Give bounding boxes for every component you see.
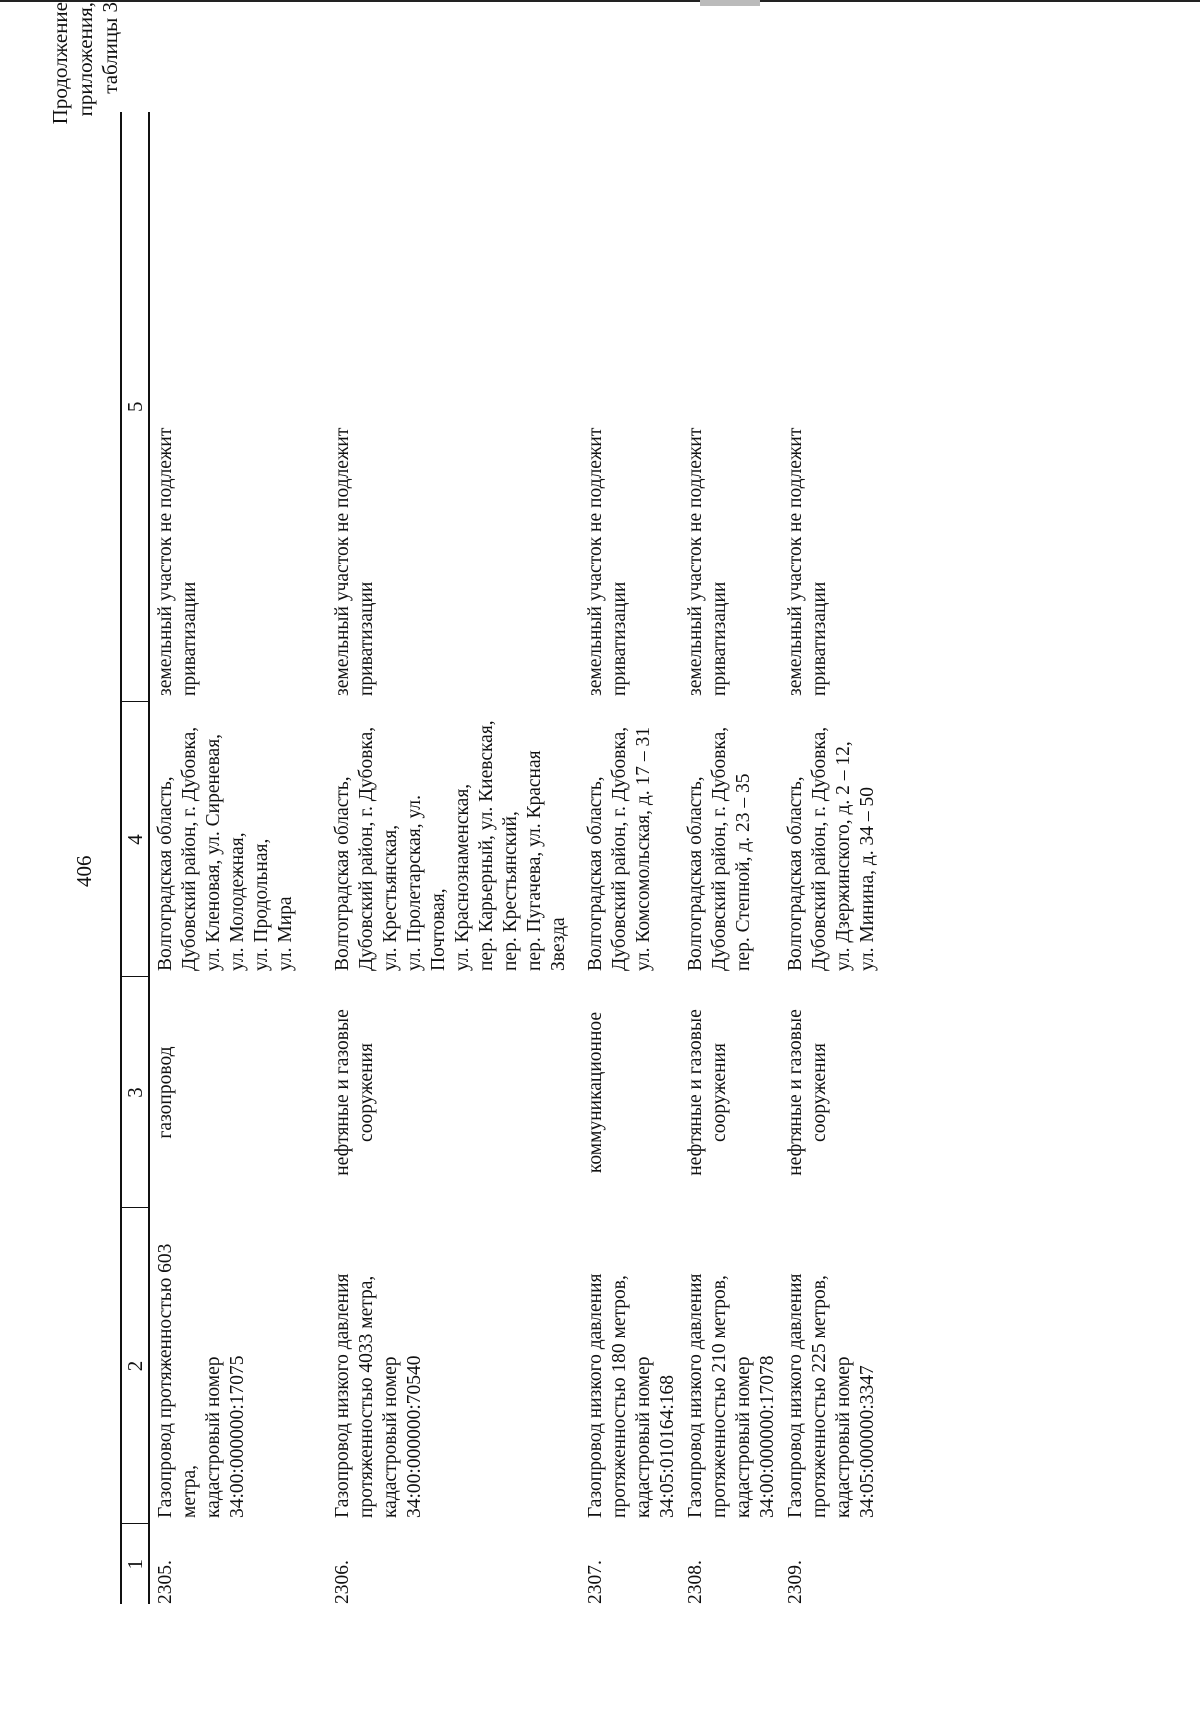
privatization-note-line: приватизации [179, 581, 200, 696]
object-name-line: кадастровый номер 34:05:010164:168 [633, 1356, 678, 1518]
object-address-line: ул. Комсомольская, д. 17 – 31 [633, 727, 654, 971]
row-number [327, 1524, 580, 1604]
object-name [149, 1208, 327, 1524]
object-name-line: протяженностью 180 метров, [609, 1275, 630, 1518]
object-address-line: ул. Продольная, [251, 838, 272, 971]
header-row [121, 112, 149, 1604]
object-name-line: Газопровод низкого давления [785, 1273, 806, 1518]
object-address-line: Звезда [548, 917, 569, 971]
privatization-note-line: приватизации [809, 581, 830, 696]
object-address-line: Дубовский район, г. Дубовка, [609, 726, 630, 971]
object-address-line: ул. Пролетарская, ул. Почтовая, [404, 795, 449, 971]
object-name-line: Газопровод низкого давления [585, 1273, 606, 1518]
object-address-line: Дубовский район, г. Дубовка, [709, 726, 730, 971]
table-body [149, 112, 890, 1604]
continuation-note [48, 2, 123, 202]
row-number-line: 2309. [785, 1560, 806, 1604]
object-address [149, 702, 327, 977]
object-type-line: нефтяные и газовые [785, 1009, 806, 1176]
object-type-line: нефтяные и газовые [332, 1009, 353, 1176]
row-number-line: 2308. [685, 1560, 706, 1604]
object-address [680, 702, 780, 977]
row-number-line: 2305. [155, 1560, 176, 1604]
continuation-line-1: Продолжение приложения, [48, 2, 97, 125]
privatization-note [780, 112, 890, 702]
privatization-note [680, 112, 780, 702]
privatization-note [327, 112, 580, 702]
privatization-note-line: земельный участок не подлежит [332, 427, 353, 696]
object-address-line: ул. Краснознаменская, [452, 783, 473, 971]
object-name-line: протяженностью 210 метров, [709, 1275, 730, 1518]
object-type-line: сооружения [709, 1043, 730, 1142]
object-address-line: ул. Мира [275, 896, 296, 971]
object-address-line: Волгоградская область, [332, 776, 353, 971]
object-name-line: Газопровод низкого давления [332, 1273, 353, 1518]
object-type [680, 977, 780, 1208]
page-number: 406 [72, 855, 96, 887]
object-address-line: Дубовский район, г. Дубовка, [179, 726, 200, 971]
object-address-line: Дубовский район, г. Дубовка, [809, 726, 830, 971]
object-type-line: коммуникационное [585, 1011, 606, 1174]
object-name-line: кадастровый номер 34:00:000000:17078 [733, 1355, 778, 1518]
object-address-line: ул. Крестьянская, [380, 824, 401, 971]
object-address-line: ул. Кленовая, ул. Сиреневая, [203, 733, 224, 971]
object-name-line: кадастровый номер 34:00:000000:17075 [203, 1355, 248, 1518]
column-header-3: 3 [121, 977, 149, 1208]
privatization-note-line: приватизации [356, 581, 377, 696]
privatization-note-line: земельный участок не подлежит [585, 427, 606, 696]
table-row [780, 112, 890, 1604]
object-address-line: Волгоградская область, [785, 776, 806, 971]
continuation-line-2: таблицы 3 [98, 2, 122, 94]
privatization-note-line: земельный участок не подлежит [785, 427, 806, 696]
object-type-line: газопровод [155, 1046, 176, 1139]
object-type [149, 977, 327, 1208]
object-address-line: Дубовский район, г. Дубовка, [356, 726, 377, 971]
object-name-line: протяженностью 225 метров, [809, 1275, 830, 1518]
object-address-line: ул. Дзержинского, д. 2 – 12, [833, 741, 854, 971]
object-address-line: пер. Крестьянский, [500, 811, 521, 971]
object-address-line: пер. Степной, д. 23 – 35 [733, 773, 754, 971]
row-number [680, 1524, 780, 1604]
object-address-line: Волгоградская область, [155, 776, 176, 971]
object-name [580, 1208, 680, 1524]
object-address-line: Волгоградская область, [585, 776, 606, 971]
column-header-2: 2 [121, 1208, 149, 1524]
object-address-line: пер. Карьерный, ул. Киевская, [476, 720, 497, 971]
row-number [580, 1524, 680, 1604]
privatization-note-line: приватизации [609, 581, 630, 696]
privatization-note [580, 112, 680, 702]
object-address-line: ул. Минина, д. 34 – 50 [857, 786, 878, 971]
object-name [327, 1208, 580, 1524]
privatization-note-line: земельный участок не подлежит [155, 427, 176, 696]
object-type-line: сооружения [809, 1043, 830, 1142]
column-header-5: 5 [121, 112, 149, 702]
object-name [680, 1208, 780, 1524]
object-address [780, 702, 890, 977]
object-name-line: кадастровый номер 34:00:000000:70540 [380, 1355, 425, 1518]
object-type [580, 977, 680, 1208]
object-name-line: Газопровод протяженностью 603 метра, [155, 1243, 200, 1518]
column-header-4: 4 [121, 702, 149, 977]
object-name-line: протяженностью 4033 метра, [356, 1275, 377, 1518]
object-name [780, 1208, 890, 1524]
column-header-1: 1 [121, 1524, 149, 1604]
privatization-note-line: земельный участок не подлежит [685, 427, 706, 696]
object-address [580, 702, 680, 977]
row-number-line: 2307. [585, 1560, 606, 1604]
object-name-line: кадастровый номер 34:05:000000:3347 [833, 1356, 878, 1518]
object-address-line: Волгоградская область, [685, 776, 706, 971]
object-address [327, 702, 580, 977]
object-address-line: пер. Пугачева, ул. Красная [524, 750, 545, 971]
table-row [580, 112, 680, 1604]
object-name-line: Газопровод низкого давления [685, 1273, 706, 1518]
privatization-note-line: приватизации [709, 581, 730, 696]
row-number-line: 2306. [332, 1560, 353, 1604]
object-type [327, 977, 580, 1208]
object-type [780, 977, 890, 1208]
property-table [120, 112, 890, 1604]
table-row [680, 112, 780, 1604]
table-row [149, 112, 327, 1604]
privatization-note [149, 112, 327, 702]
object-type-line: сооружения [356, 1043, 377, 1142]
object-address-line: ул. Молодежная, [227, 832, 248, 971]
row-number [149, 1524, 327, 1604]
object-type-line: нефтяные и газовые [685, 1009, 706, 1176]
row-number [780, 1524, 890, 1604]
table-row [327, 112, 580, 1604]
